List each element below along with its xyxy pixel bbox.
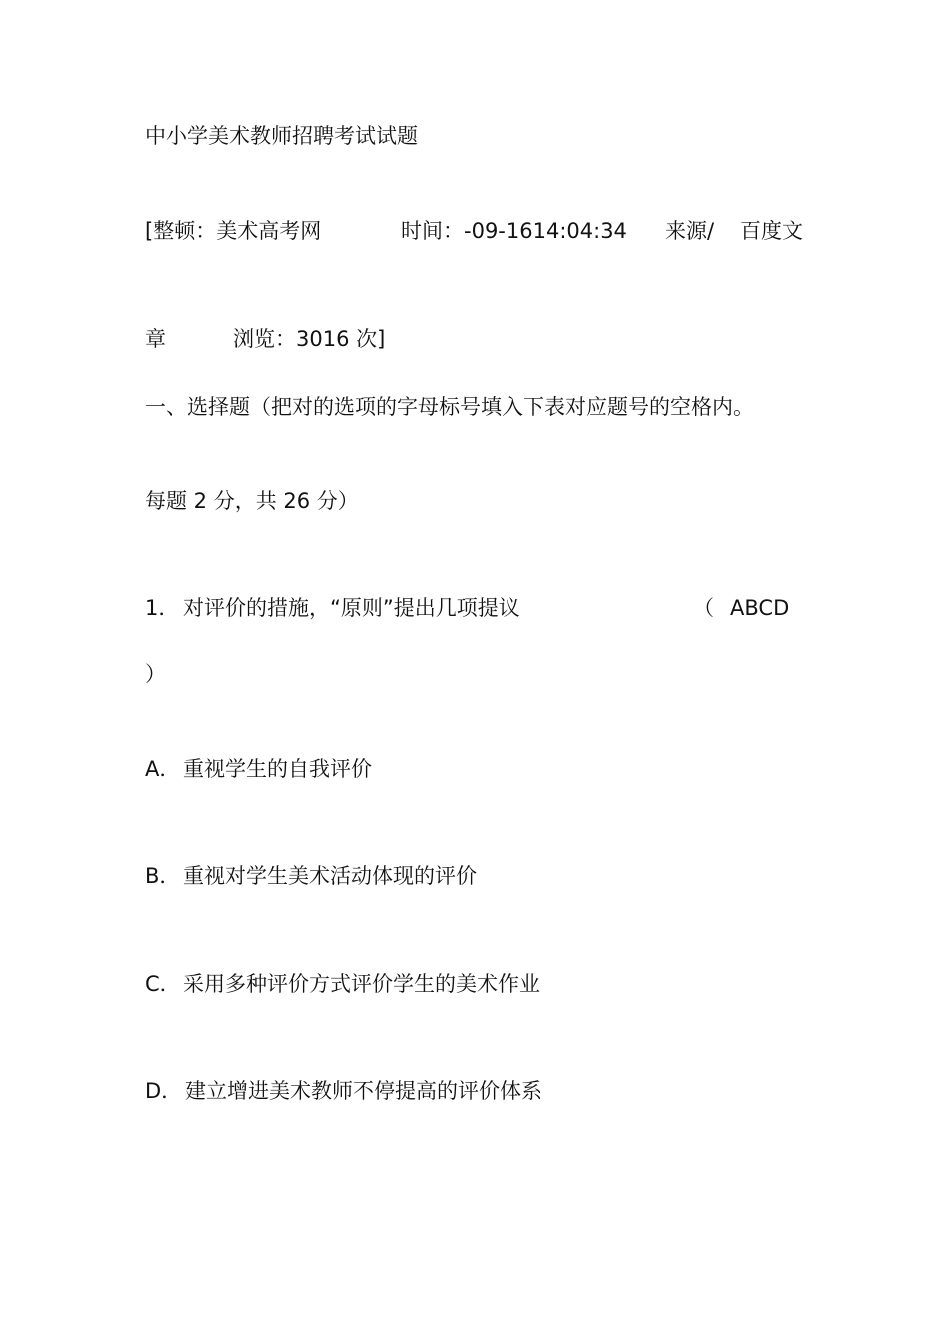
option-label: A．: [145, 757, 181, 781]
meta-time: 时间：-09-1614:04:34: [401, 219, 627, 243]
document-title: 中小学美术教师招聘考试试题: [145, 124, 418, 148]
meta-compiler: [整顿：美术高考网: [145, 219, 322, 243]
question-text: 对评价的措施，“原则”提出几项提议: [183, 596, 520, 620]
option-label: B．: [145, 864, 181, 888]
option-text: 建立增进美术教师不停提高的评价体系: [185, 1079, 542, 1103]
option-label: D．: [145, 1079, 183, 1103]
question-number: 1．: [145, 596, 180, 620]
option-label: C．: [145, 972, 181, 996]
section-heading-line2: 每题 2 分，共 26 分）: [145, 489, 359, 513]
meta-source-name: 百度文: [740, 219, 803, 243]
answer-open-paren: （: [693, 596, 714, 620]
answer-close-paren: ）: [145, 662, 166, 686]
meta-views: 浏览：3016 次]: [233, 327, 386, 351]
option-text: 重视学生的自我评价: [183, 757, 372, 781]
section-heading-line1: 一、选择题（把对的选项的字母标号填入下表对应题号的空格内。: [145, 395, 754, 419]
meta-source-name-end: 章: [145, 327, 166, 351]
meta-source: 来源/: [665, 219, 715, 243]
option-text: 采用多种评价方式评价学生的美术作业: [183, 972, 540, 996]
question-answer: ABCD: [730, 596, 790, 620]
option-text: 重视对学生美术活动体现的评价: [183, 864, 477, 888]
